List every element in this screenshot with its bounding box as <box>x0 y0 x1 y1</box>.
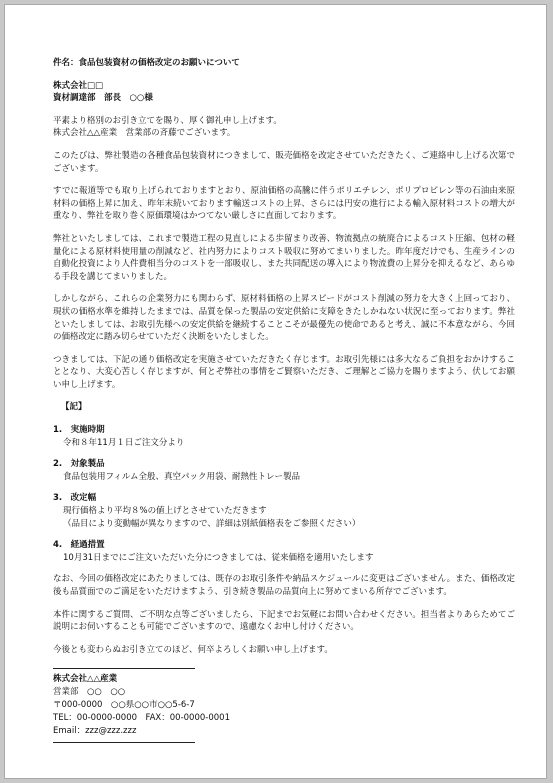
sender-email: Email：zzz@zzz.zzz <box>53 726 137 737</box>
ki-heading: 【記】 <box>61 402 87 413</box>
item-target-products <box>53 458 515 483</box>
signature-top-rule <box>53 668 195 669</box>
sender-tel-fax: TEL：00-0000-0000 FAX：00-0000-0001 <box>53 713 230 724</box>
item-detail: （品目により変動幅が異なりますので、詳細は別紙価格表をご参照ください） <box>63 518 361 529</box>
body-paragraph: すでに報道等でも取り上げられておりますとおり、原油価格の高騰に伴うポリエチレン、ポリプロピレン等の石油由来原材料の価格上昇に加え、昨年末続いております輸送コストの上昇、さらには円安の進行による輸入原材料コストの増大が重なり、弊社を取り巻く原価環境はかつてない厳しさに直面しております。 <box>53 186 515 222</box>
body-paragraph: このたびは、弊社製造の各種食品包装資材につきまして、販売価格を改定させていただきたく、ご連絡申し上げる次第でございます。 <box>53 150 515 174</box>
item-heading: 4. 経過措置 <box>53 540 105 551</box>
item-heading: 2. 対象製品 <box>53 459 105 470</box>
sender-person: 営業部 ○○ ○○ <box>53 687 126 698</box>
body-paragraph: つきましては、下記の通り価格改定を実施させていただきたく存じます。お取引先様には多大なるご負担をおかけすることとなり、大変心苦しく存じますが、何とぞ弊社の事情をご賢察いただき、ご理解とご協力を賜りますよう、伏してお願い申し上げます。 <box>53 354 515 390</box>
sender-signature <box>53 673 515 738</box>
sender-address: 〒000-0000 ○○県○○市○○5-6-7 <box>53 700 195 711</box>
sender-company: 株式会社△△産業 <box>53 674 118 685</box>
recipient-block <box>53 80 515 105</box>
closing-paragraph: 今後とも変わらぬお引き立てのほど、何卒よろしくお願い申し上げます。 <box>53 644 333 655</box>
closing-paragraph: 本件に関するご質問、ご不明な点等ございましたら、下記までお気軽にお問い合わせください。担当者よりあらためてご説明にお伺いすることも可能でございますので、遠慮なくお申し付けください。 <box>53 609 515 633</box>
item-detail: 10月31日までにご注文いただいた分につきましては、従来価格を適用いたします <box>63 552 374 563</box>
letter-body <box>53 57 515 743</box>
recipient-company: 株式会社□□ <box>53 80 104 91</box>
item-transition-measure <box>53 539 515 564</box>
closing-paragraph: なお、今回の価格改定にあたりましては、既存のお取引条件や納品スケジュールに変更はございません。また、価格改定後も品質面でのご満足をいただけますよう、引き続き製品の品質向上に努めてまいる所存でございます。 <box>53 574 515 597</box>
greeting-block <box>53 115 515 140</box>
item-heading: 3. 改定幅 <box>53 493 97 504</box>
item-implementation-date <box>53 424 515 449</box>
item-revision-rate <box>53 492 515 530</box>
signature-bottom-rule <box>53 742 195 743</box>
item-detail: 食品包装用フィルム全般、真空パック用袋、耐熱性トレー製品 <box>63 471 300 482</box>
document-page <box>4 4 547 779</box>
body-paragraph: 弊社といたしましては、これまで製造工程の見直しによる歩留まり改善、物流拠点の統廃合によるコスト圧縮、包材の軽量化による原材料使用量の削減など、社内努力によりコスト吸収に努めてまいりました。昨年度だけでも、生産ラインの自動化投資により人件費相当分のコストを一部吸収し、また共同配送の導入により物流費の上昇分を抑えるなど、あらゆる手段を講じてまいりました。 <box>53 233 515 282</box>
greeting-line: 平素より格別のお引き立てを賜り、厚く御礼申し上げます。 <box>53 115 282 126</box>
item-detail: 令和８年11月１日ご注文分より <box>63 437 185 448</box>
item-detail: 現行価格より平均８%の値上げとさせていただきます <box>63 506 267 517</box>
recipient-person: 資材調達部 部長 ○○様 <box>53 93 153 104</box>
subject-line: 件名：食品包装資材の価格改定のお願いについて <box>53 58 240 68</box>
item-heading: 1. 実施時期 <box>53 425 105 436</box>
body-paragraph: しかしながら、これらの企業努力にも関わらず、原材料価格の上昇スピードがコスト削減の努力を大きく上回っており、現状の価格水準を維持したままでは、品質を保った製品の安定供給に支障をきたしかねない状況に至っております。弊社といたしましては、お取引先様への安定供給を継続することこそが最優先の使命であると考え、誠に不本意ながら、今回の価格改定に踏み切らせていただく決断をいたしました。 <box>53 294 515 343</box>
greeting-line: 株式会社△△産業 営業部の斉藤でございます。 <box>53 128 236 139</box>
